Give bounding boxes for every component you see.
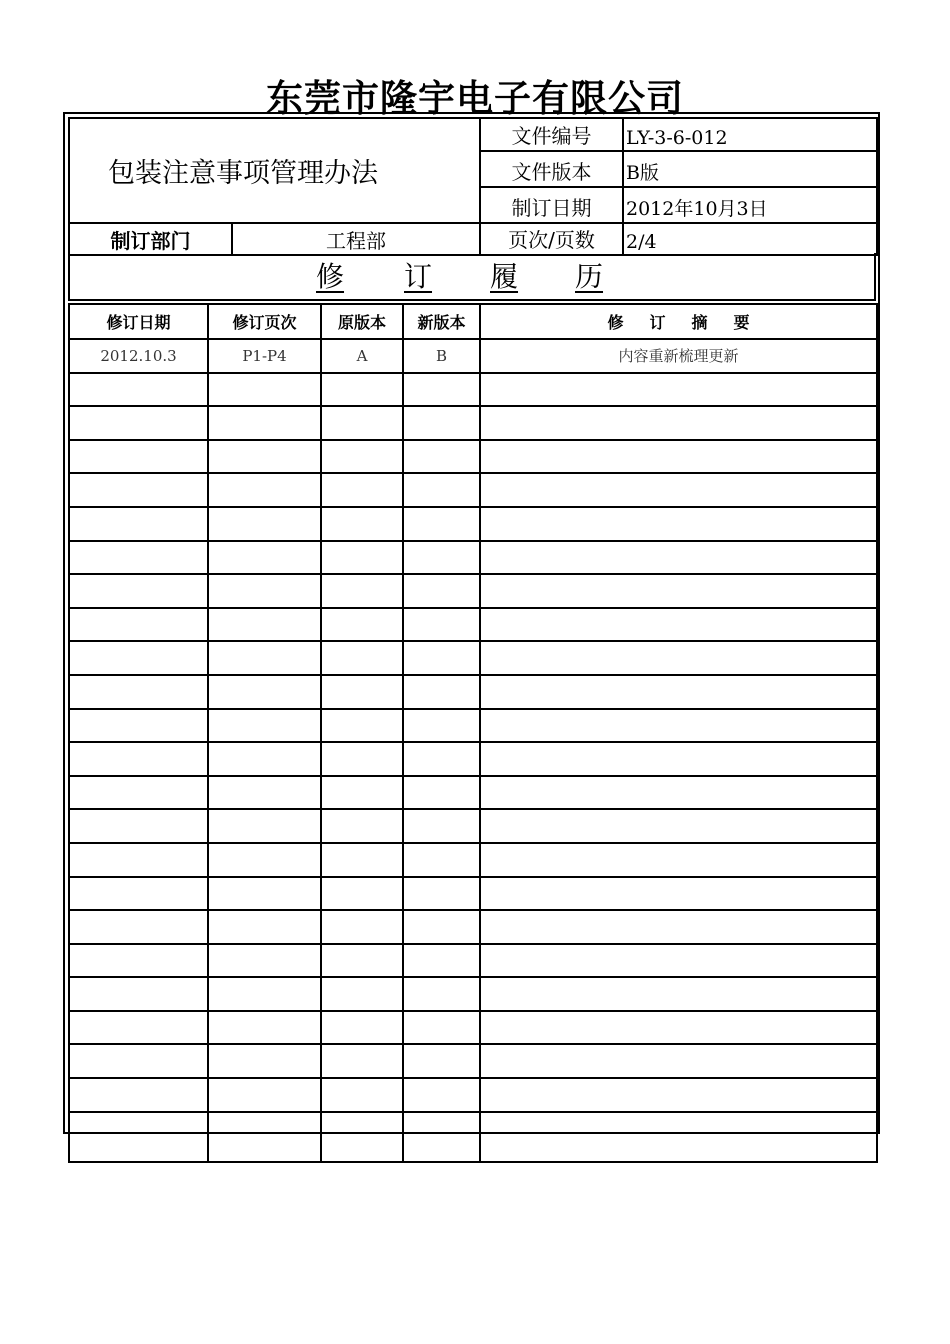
empty-cell (480, 776, 877, 810)
empty-cell (480, 641, 877, 675)
empty-cell (69, 1112, 208, 1162)
empty-cell (480, 742, 877, 776)
empty-cell (208, 809, 321, 843)
empty-cell (321, 675, 403, 709)
empty-cell (403, 608, 480, 642)
document-header-table (68, 117, 878, 256)
empty-cell (480, 910, 877, 944)
empty-cell (208, 843, 321, 877)
empty-cell (69, 608, 208, 642)
empty-cell (208, 373, 321, 407)
empty-cell (403, 507, 480, 541)
empty-cell (69, 877, 208, 911)
empty-cell (69, 574, 208, 608)
cell-pages: P1-P4 (208, 339, 321, 373)
empty-cell (403, 843, 480, 877)
table-row (69, 843, 877, 877)
empty-cell (208, 406, 321, 440)
table-row (69, 977, 877, 1011)
cell-old-version: A (321, 339, 403, 373)
date-label: 制订日期 (480, 187, 623, 223)
version-value: B版 (623, 151, 877, 187)
history-char: 履 (490, 260, 519, 293)
empty-cell (69, 776, 208, 810)
dept-label: 制订部门 (69, 223, 232, 255)
empty-cell (208, 776, 321, 810)
empty-cell (403, 373, 480, 407)
empty-cell (403, 809, 480, 843)
table-row (69, 339, 877, 373)
empty-cell (403, 440, 480, 474)
empty-cell (69, 843, 208, 877)
empty-cell (208, 709, 321, 743)
empty-cell (321, 473, 403, 507)
empty-cell (69, 373, 208, 407)
empty-cell (208, 877, 321, 911)
empty-cell (69, 406, 208, 440)
empty-cell (403, 709, 480, 743)
empty-cell (69, 709, 208, 743)
empty-cell (321, 709, 403, 743)
table-row (69, 776, 877, 810)
table-row (69, 910, 877, 944)
empty-cell (480, 440, 877, 474)
empty-cell (321, 843, 403, 877)
cell-date: 2012.10.3 (69, 339, 208, 373)
empty-cell (480, 608, 877, 642)
empty-cell (321, 1112, 403, 1162)
table-row (69, 406, 877, 440)
history-char: 修 (316, 260, 345, 293)
col-header-old-version: 原版本 (321, 304, 403, 339)
empty-cell (321, 910, 403, 944)
empty-cell (480, 574, 877, 608)
empty-cell (208, 675, 321, 709)
empty-cell (403, 776, 480, 810)
col-header-new-version: 新版本 (403, 304, 480, 339)
document-title: 包装注意事项管理办法 (69, 118, 480, 223)
empty-cell (321, 776, 403, 810)
table-row (69, 944, 877, 978)
empty-cell (208, 574, 321, 608)
table-row (69, 373, 877, 407)
empty-cell (321, 440, 403, 474)
empty-cell (208, 977, 321, 1011)
empty-cell (69, 1078, 208, 1112)
empty-cell (69, 675, 208, 709)
version-label: 文件版本 (480, 151, 623, 187)
empty-cell (480, 675, 877, 709)
table-row (69, 742, 877, 776)
empty-cell (69, 641, 208, 675)
table-row (69, 641, 877, 675)
empty-cell (208, 944, 321, 978)
empty-cell (69, 809, 208, 843)
table-row (69, 675, 877, 709)
empty-cell (69, 944, 208, 978)
table-row (69, 440, 877, 474)
empty-rows (69, 373, 877, 1162)
empty-cell (480, 709, 877, 743)
history-char: 订 (404, 260, 433, 293)
empty-cell (208, 541, 321, 575)
empty-cell (480, 1078, 877, 1112)
table-row (69, 1011, 877, 1045)
empty-cell (403, 910, 480, 944)
empty-cell (208, 641, 321, 675)
empty-cell (480, 373, 877, 407)
empty-cell (403, 406, 480, 440)
empty-cell (208, 742, 321, 776)
table-row (69, 809, 877, 843)
dept-value: 工程部 (232, 223, 480, 255)
table-row (69, 1112, 877, 1162)
empty-cell (208, 440, 321, 474)
empty-cell (480, 406, 877, 440)
empty-cell (480, 1011, 877, 1045)
empty-cell (480, 1112, 877, 1162)
empty-cell (403, 944, 480, 978)
table-row (69, 709, 877, 743)
empty-cell (403, 1044, 480, 1078)
empty-cell (403, 541, 480, 575)
empty-cell (480, 809, 877, 843)
empty-cell (480, 877, 877, 911)
empty-cell (321, 373, 403, 407)
history-char: 历 (575, 260, 604, 293)
empty-cell (403, 977, 480, 1011)
empty-cell (208, 473, 321, 507)
col-header-summary: 修订摘要 (480, 304, 877, 339)
company-name: 东莞市隆宇电子有限公司 (266, 77, 684, 120)
page-value: 2/4 (623, 223, 877, 255)
col-header-pages: 修订页次 (208, 304, 321, 339)
empty-cell (208, 1078, 321, 1112)
empty-cell (403, 473, 480, 507)
empty-cell (208, 1011, 321, 1045)
empty-cell (403, 641, 480, 675)
empty-cell (403, 877, 480, 911)
table-row (69, 1044, 877, 1078)
empty-cell (69, 440, 208, 474)
empty-cell (69, 507, 208, 541)
empty-cell (480, 977, 877, 1011)
empty-cell (403, 742, 480, 776)
table-row (69, 507, 877, 541)
page-label: 页次/页数 (480, 223, 623, 255)
empty-cell (403, 1078, 480, 1112)
empty-cell (403, 1011, 480, 1045)
empty-cell (69, 910, 208, 944)
empty-cell (321, 944, 403, 978)
empty-cell (403, 574, 480, 608)
empty-cell (480, 843, 877, 877)
file-no-label: 文件编号 (480, 118, 623, 151)
empty-cell (321, 809, 403, 843)
empty-cell (208, 910, 321, 944)
empty-cell (69, 742, 208, 776)
empty-cell (208, 1044, 321, 1078)
table-row (69, 608, 877, 642)
empty-cell (403, 1112, 480, 1162)
empty-cell (480, 944, 877, 978)
table-row (69, 574, 877, 608)
empty-cell (69, 473, 208, 507)
table-row (69, 473, 877, 507)
empty-cell (480, 473, 877, 507)
empty-cell (321, 608, 403, 642)
empty-cell (321, 541, 403, 575)
empty-cell (321, 574, 403, 608)
empty-cell (69, 1011, 208, 1045)
empty-cell (321, 977, 403, 1011)
revision-history-heading (68, 253, 876, 301)
empty-cell (321, 406, 403, 440)
date-value: 2012年10月3日 (623, 187, 877, 223)
cell-summary: 内容重新梳理更新 (480, 339, 877, 373)
table-row (69, 877, 877, 911)
empty-cell (321, 877, 403, 911)
empty-cell (403, 675, 480, 709)
empty-cell (321, 1044, 403, 1078)
empty-cell (69, 1044, 208, 1078)
empty-cell (321, 641, 403, 675)
empty-cell (321, 507, 403, 541)
empty-cell (480, 1044, 877, 1078)
empty-cell (321, 1011, 403, 1045)
col-header-date: 修订日期 (69, 304, 208, 339)
empty-cell (208, 608, 321, 642)
empty-cell (480, 541, 877, 575)
empty-cell (321, 1078, 403, 1112)
revision-header-row (69, 304, 877, 339)
revision-table (68, 303, 878, 1163)
empty-cell (208, 507, 321, 541)
empty-cell (480, 507, 877, 541)
table-row (69, 1078, 877, 1112)
table-row (69, 541, 877, 575)
empty-cell (69, 541, 208, 575)
cell-new-version: B (403, 339, 480, 373)
empty-cell (208, 1112, 321, 1162)
empty-cell (69, 977, 208, 1011)
file-no-value: LY-3-6-012 (623, 118, 877, 151)
empty-cell (321, 742, 403, 776)
